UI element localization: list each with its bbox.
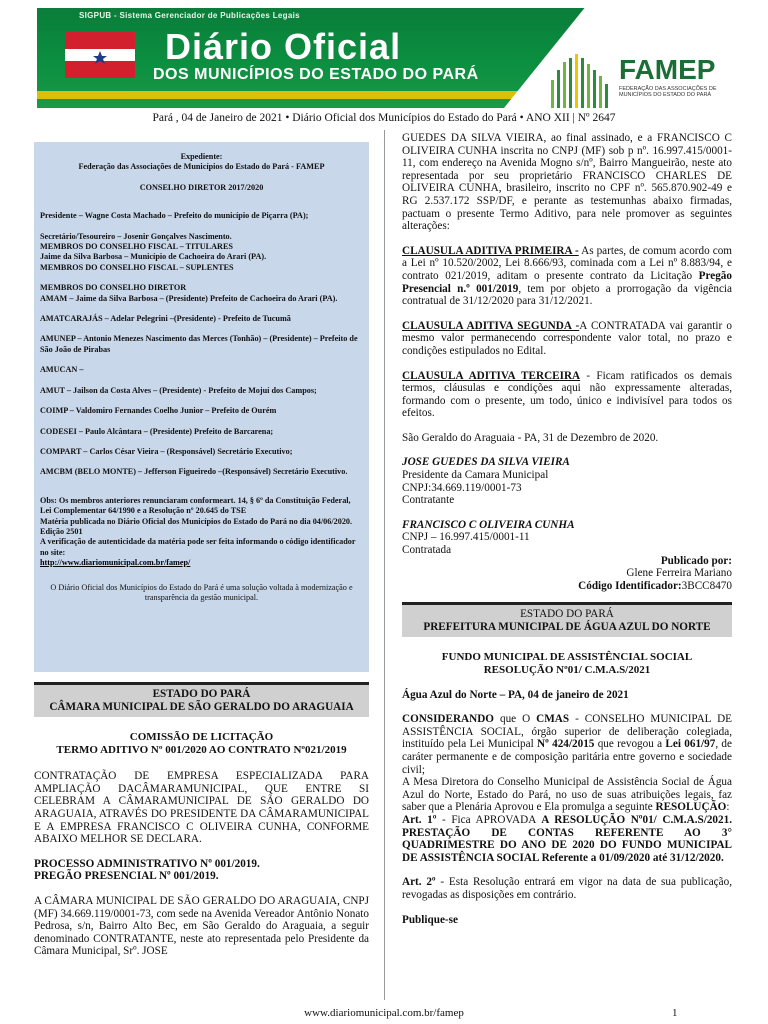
clause-first-title: CLAUSULA ADITIVA PRIMEIRA - xyxy=(402,244,579,257)
considering-text: , de caráter permanente e de composição paritária entre governo e sociedade civil; xyxy=(402,738,732,776)
art1-label: Art. 1º xyxy=(402,813,437,826)
clause-first xyxy=(402,245,732,308)
camara-section-title: COMISSÃO DE LICITAÇÃO xyxy=(129,731,274,743)
masthead xyxy=(37,8,734,108)
famep-logo xyxy=(547,44,732,108)
considering-label: CONSIDERANDO xyxy=(402,713,494,726)
clause-first-text: As partes, de comum acordo com a Lei nº 10.520/2002, Lei 8.666/93, cominada com a Lei nº 8.883/94, e contrato 021/2019, aditam o presente contrato da Licitação xyxy=(402,244,733,282)
art1-bold: A RESOLUÇÃO Nº01/ C.M.A.S/2021. PRESTAÇÃO DE CONTAS REFERENTE AO 3° QUADRIMESTRE DO ANO DE 2020 DO FUNDO MUNICIPAL DE ASSISTÊNCIA SOCIAL Referente a 01/09/2020 até 31/12/2020. xyxy=(402,813,732,864)
signatory-2-name: FRANCISCO C OLIVEIRA CUNHA xyxy=(402,518,575,531)
right-column xyxy=(402,132,732,926)
considering-cmas: CMAS xyxy=(536,713,570,726)
expediente-line: Secretário/Tesoureiro – Josenir Gonçalves Nascimento. xyxy=(40,231,232,241)
agua-azul-fund: FUNDO MUNICIPAL DE ASSISTÊNCIAL SOCIAL xyxy=(441,651,693,664)
signatory-2-cnpj: CNPJ – 16.997.415/0001-11 xyxy=(402,531,530,544)
expediente-board: CONSELHO DIRETOR 2017/2020 xyxy=(139,182,264,192)
expediente-line: AMCBM (BELO MONTE) – Jefferson Figueiredo –(Responsável) Secretário Executivo. xyxy=(40,467,348,477)
camara-section xyxy=(34,682,369,958)
expediente-line: AMAM – Jaime da Silva Barbosa – (Presidente) Prefeito de Cachoeira do Arari (PA). xyxy=(40,293,338,303)
agua-azul-art1 xyxy=(402,814,732,864)
art2-label: Art. 2º xyxy=(402,876,436,889)
expediente-box xyxy=(34,142,369,672)
considering-text: - CONSELHO MUNICIPAL DE ASSISTÊNCIA SOCIAL, órgão superior de deliberação colegiada, instituído pela Lei Municipal xyxy=(402,713,732,751)
identifier-code-value: 3BCC8470 xyxy=(681,579,732,592)
expediente-line: Jaime da Silva Barbosa – Município de Cachoeira do Arari (PA). xyxy=(40,252,267,262)
expediente-line: Presidente – Wagne Costa Machado – Prefeito do município de Piçarra (PA); xyxy=(40,211,309,221)
agua-azul-mesa: A Mesa Diretora do Conselho Municipal de Assistência Social de Água Azul do Norte, Estado do Pará, no uso de suas atribuições legais, faz saber que a Plenária Aprovou e Ela promulga a seguinte RESOLUÇÃO: xyxy=(402,776,732,814)
expediente-line: MEMBROS DO CONSELHO DIRETOR xyxy=(40,283,187,293)
signatory-1-name: JOSE GUEDES DA SILVA VIEIRA xyxy=(402,456,570,469)
sigpub-label: SIGPUB - Sistema Gerenciador de Publicações Legais xyxy=(79,11,300,20)
clause-first-end: , tem por objeto a prorrogação da vigência contratual de 31/12/2020 para 31/12/2021. xyxy=(402,282,732,308)
camara-processo: PROCESSO ADMINISTRATIVO Nº 001/2019. xyxy=(34,857,260,870)
clause-first-bold: Pregão Presencial n.º 001/2019 xyxy=(402,269,732,295)
agua-azul-entity: PREFEITURA MUNICIPAL DE ÁGUA AZUL DO NORTE xyxy=(423,621,711,634)
considering-law-revoked: Lei 061/97 xyxy=(665,738,716,751)
agua-azul-header xyxy=(402,602,732,637)
column-divider xyxy=(384,130,385,1000)
considering-text: que O xyxy=(494,713,537,726)
considering-law: Nº 424/2015 xyxy=(537,738,595,751)
expediente-materia: Matéria publicada no Diário Oficial dos Municípios do Estado do Pará no dia 04/06/2020. Edição 2501 xyxy=(40,516,353,536)
clause-third-title: CLAUSULA ADITIVA TERCEIRA xyxy=(402,369,581,382)
masthead-stripe xyxy=(37,91,557,99)
famep-name: FAMEP xyxy=(619,54,716,85)
famep-subtitle: FEDERAÇÃO DAS ASSOCIAÇÕES DE MUNICÍPIOS DO ESTADO DO PARÁ xyxy=(619,86,717,98)
agua-azul-state: ESTADO DO PARÁ xyxy=(520,608,614,621)
page-number: 1 xyxy=(672,1007,678,1019)
signatory-1-role: Presidente da Camara Municipal xyxy=(402,469,549,482)
expediente-site-link[interactable]: http://www.diariomunicipal.com.br/famep/ xyxy=(40,558,191,568)
clause-second-text: A CONTRATADA vai garantir o mesmo valor permanecendo correspondente valor total, no prazo e condições estipulados no Edital. xyxy=(402,319,732,357)
publique-se: Publique-se xyxy=(402,913,458,926)
footer-url[interactable]: www.diariomunicipal.com.br/famep xyxy=(304,1007,464,1019)
agua-azul-art2 xyxy=(402,876,732,901)
expediente-line: COMPART – Carlos César Vieira – (Responsável) Secretário Executivo; xyxy=(40,446,293,456)
expediente-org: Federação das Associações de Municípios do Estado do Pará - FAMEP xyxy=(78,162,325,172)
art2-text: - Esta Resolução entrará em vigor na data de sua publicação, revogadas as disposições em contrário. xyxy=(402,876,732,901)
expediente-line: AMUT – Jailson da Costa Alves – (Presidente) - Prefeito de Mojuí dos Campos; xyxy=(40,385,317,395)
identifier-code-label: Código Identificador: xyxy=(578,579,682,592)
camara-doc-title: TERMO ADITIVO Nº 001/2020 AO CONTRATO Nº021/2019 xyxy=(56,743,347,756)
identifier-code xyxy=(402,580,732,593)
masthead-subtitle: DOS MUNICÍPIOS DO ESTADO DO PARÁ xyxy=(153,66,479,83)
expediente-line: MEMBROS DO CONSELHO FISCAL – SUPLENTES xyxy=(40,262,234,272)
expediente-verification: A verificação de autenticidade da matéria pode ser feita informando o código identificador no site: xyxy=(40,537,356,557)
masthead-title: Diário Oficial xyxy=(165,26,402,67)
signatory-1-cnpj: CNPJ:34.669.119/0001-73 xyxy=(402,481,522,494)
camara-entity: CÂMARA MUNICIPAL DE SÃO GERALDO DO ARAGUAIA xyxy=(49,701,354,713)
signatory-1-party: Contratante xyxy=(402,494,455,507)
mesa-resolution: RESOLUÇÃO xyxy=(655,801,727,814)
agua-azul-resolution: RESOLUÇÃO Nº01/ C.M.A.S/2021 xyxy=(483,664,651,676)
camara-header xyxy=(34,682,369,717)
art1-text: - Fica APROVADA xyxy=(436,813,542,826)
agua-azul-considering xyxy=(402,713,732,776)
expediente-line: AMATCARAJÁS – Adelar Pelegrini –(Presidente) - Prefeito de Tucumã xyxy=(40,314,291,324)
published-by-name: Glene Ferreira Mariano xyxy=(626,567,732,580)
camara-intro-cont: GUEDES DA SILVA VIEIRA, ao final assinado, e a FRANCISCO C OLIVEIRA CUNHA inscrita no CNPJ (MF) sob p nº. 16.997.415/0001-11, com endereço na Avenida Mogno s/nº, Bairro Mangueirão, neste ato representada por seu proprietário FRANCISCO CHARLES DE OLIVEIRA CUNHA, brasileiro, inscrito no CPF nº. 565.870.902-49 e RG 2.537.172 SSP/DF, e perante as testemunhas abaixo firmadas, pactuam o presente Termo Aditivo, para nele promover as seguintes alterações: xyxy=(402,132,732,233)
expediente-slogan: O Diário Oficial dos Municípios do Estado do Pará é uma solução voltada à modernização e transparência da gestão municipal. xyxy=(50,582,353,602)
dateline: Pará , 04 de Janeiro de 2021 • Diário Oficial dos Municípios do Estado do Pará • ANO XII | Nº 2647 xyxy=(152,112,616,124)
expediente-line: CODESEI – Paulo Alcântara – (Presidente) Prefeito de Barcarena; xyxy=(40,426,274,436)
camara-intro: A CÂMARA MUNICIPAL DE SÃO GERALDO DO ARAGUAIA, CNPJ (MF) 34.669.119/0001-73, com sede na Avenida Vereador Antônio Nonato Pedrosa, s/n, Bairro Alto Bec, em São Geraldo do Araguaia, a seguir denominado CONTRATANTE, neste ato representada pelo Presidente da Câmara Municipal, Srº. JOSE xyxy=(34,894,369,958)
clause-second-title: CLAUSULA ADITIVA SEGUNDA - xyxy=(402,319,580,332)
place-date: São Geraldo do Araguaia - PA, 31 de Dezembro de 2020. xyxy=(402,431,659,444)
agua-azul-date: Água Azul do Norte – PA, 04 de janeiro de 2021 xyxy=(402,688,629,701)
mesa-text: A Mesa Diretora do Conselho Municipal de Assistência Social de Água Azul do Norte, Estado do Pará, no uso de suas atribuições legais, faz saber que a Plenária Aprovou e Ela promulga a seguinte xyxy=(402,776,732,814)
expediente-line: MEMBROS DO CONSELHO FISCAL – TITULARES xyxy=(40,242,233,252)
expediente-line: COIMP – Valdomiro Fernandes Coelho Junior – Prefeito de Ourém xyxy=(40,406,277,416)
camara-object: CONTRATAÇÃO DE EMPRESA ESPECIALIZADA PARA AMPLIAÇÃO DACÂMARAMUNICIPAL, QUE ENTRE SI CELEBRAM A CÂMARAMUNICIPAL DE SÃO GERALDO DO ARAGUAIA, ATRAVÉS DO PRESIDENTE DA CÂMARAMUNICIPAL E A EMPRESA FRANCISCO C OLIVEIRA CUNHA, CONFORME ABAIXO MELHOR SE DECLARA. xyxy=(34,770,369,846)
expediente-title: Expediente: xyxy=(180,152,223,161)
expediente-line: AMUCAN – xyxy=(40,365,84,375)
signatory-2-party: Contratada xyxy=(402,544,452,557)
published-by-label: Publicado por: xyxy=(660,554,732,567)
considering-text: que revogou a xyxy=(594,738,666,751)
expediente-obs: Obs: Os membros anteriores renunciaram conformeart. 14, § 6º da Constituição Federal, Lei Complementar 64/1990 e a Resolução nº 20.645 do TSE xyxy=(40,495,351,516)
expediente-line: AMUNEP – Antonio Menezes Nascimento das Merces (Tonhão) – (Presidente) – Prefeito de São João de Pirabas xyxy=(40,334,358,354)
clause-second xyxy=(402,320,732,358)
para-flag-icon xyxy=(65,32,135,78)
camara-pregao: PREGÃO PRESENCIAL Nº 001/2019. xyxy=(34,870,219,883)
clause-third xyxy=(402,370,732,420)
clause-third-text: - Ficam ratificados os demais termos, cláusulas e condições aqui não expressamente alteradas, formando com o presente, um todo, único e indivisível para todos os efeitos. xyxy=(402,369,732,420)
camara-state: ESTADO DO PARÁ xyxy=(152,688,251,700)
